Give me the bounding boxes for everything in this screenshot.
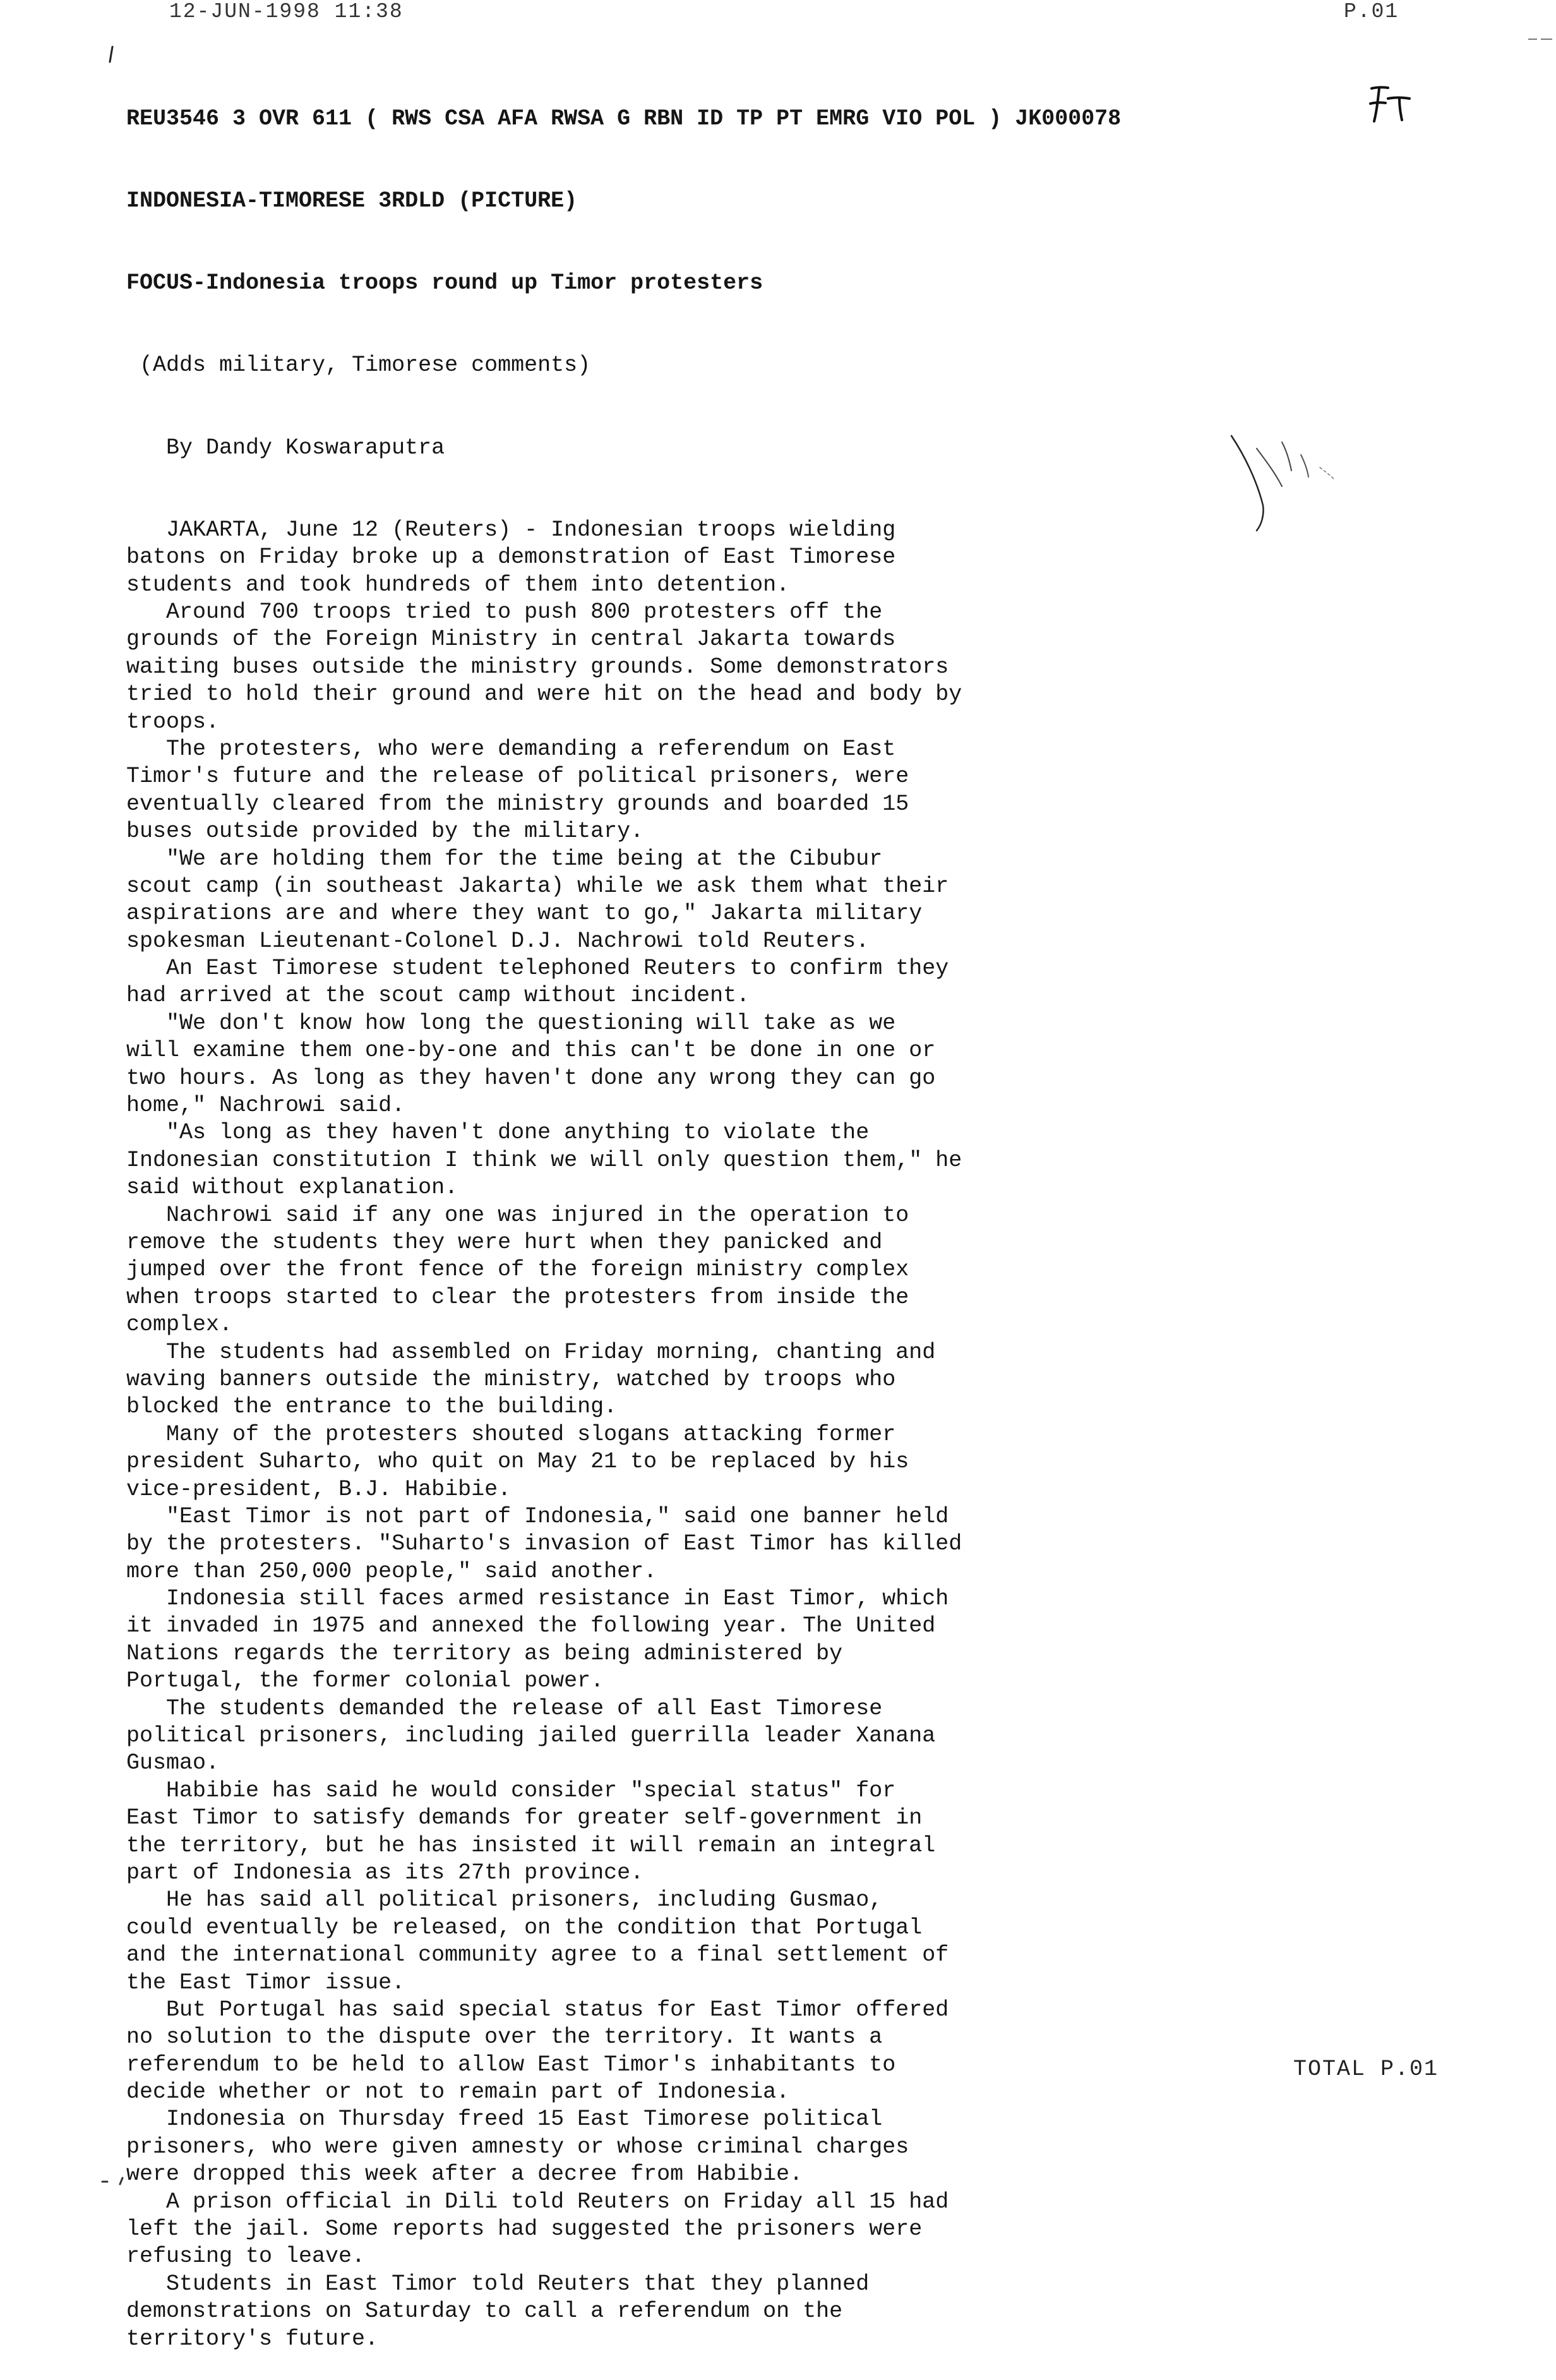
wire-story	[126, 51, 1122, 2380]
story-line: batons on Friday broke up a demonstration of East Timorese	[126, 544, 896, 570]
story-line: jumped over the front fence of the foreign ministry complex	[126, 1257, 909, 1283]
story-line: A prison official in Dili told Reuters on Friday all 15 had	[126, 2189, 949, 2215]
story-line: part of Indonesia as its 27th province.	[126, 1860, 644, 1885]
story-line: demonstrations on Saturday to call a referendum on the	[126, 2299, 843, 2324]
story-line: Around 700 troops tried to push 800 protesters off the	[126, 599, 883, 625]
story-line: buses outside provided by the military.	[126, 819, 644, 844]
story-line: aspirations are and where they want to go," Jakarta military	[126, 901, 923, 927]
story-line: "East Timor is not part of Indonesia," said one banner held	[126, 1503, 949, 1529]
story-line: Portugal, the former colonial power.	[126, 1668, 604, 1694]
story-line: president Suharto, who quit on May 21 to be replaced by his	[126, 1449, 909, 1475]
story-line: blocked the entrance to the building.	[126, 1394, 618, 1420]
story-line: "We don't know how long the questioning will take as we	[126, 1010, 896, 1036]
handwritten-et-annotation	[1358, 75, 1415, 131]
story-line: and the international community agree to a final settlement of	[126, 1942, 949, 1968]
story-line: Indonesian constitution I think we will only question them," he	[126, 1147, 962, 1173]
story-line: the territory, but he has insisted it will remain an integral	[126, 1832, 936, 1858]
edge-dash-mark	[1528, 38, 1553, 40]
story-line: the East Timor issue.	[126, 1969, 405, 1995]
stray-pen-mark	[107, 45, 115, 64]
story-line: He has said all political prisoners, including Gusmao,	[126, 1887, 883, 1913]
story-byline: By Dandy Koswaraputra	[126, 435, 445, 460]
story-line: will examine them one-by-one and this can't be done in one or	[126, 1038, 936, 1064]
story-line: eventually cleared from the ministry grounds and boarded 15	[126, 791, 909, 817]
margin-scribble	[1219, 430, 1364, 537]
story-headline: FOCUS-Indonesia troops round up Timor protesters	[126, 270, 763, 296]
story-line: But Portugal has said special status for East Timor offered	[126, 1997, 949, 2022]
story-line: waving banners outside the ministry, watched by troops who	[126, 1366, 896, 1392]
story-line: it invaded in 1975 and annexed the following year. The United	[126, 1613, 936, 1639]
fax-total-pages: TOTAL P.01	[1293, 2057, 1439, 2082]
story-line: Students in East Timor told Reuters that they planned	[126, 2271, 870, 2297]
story-line: referendum to be held to allow East Timor's inhabitants to	[126, 2052, 896, 2077]
story-line: The students had assembled on Friday morning, chanting and	[126, 1339, 936, 1365]
story-line: refusing to leave.	[126, 2244, 366, 2269]
story-line: complex.	[126, 1312, 233, 1338]
story-line: by the protesters. "Suharto's invasion of East Timor has killed	[126, 1531, 962, 1557]
story-line: troops.	[126, 709, 220, 735]
story-line: Nachrowi said if any one was injured in the operation to	[126, 1202, 909, 1228]
wire-keyword: INDONESIA-TIMORESE 3RDLD (PICTURE)	[126, 188, 578, 214]
story-line: left the jail. Some reports had suggested the prisoners were	[126, 2216, 923, 2242]
story-line: territory's future.	[126, 2326, 379, 2352]
story-line: East Timor to satisfy demands for greater self-government in	[126, 1805, 923, 1831]
story-line: Many of the protesters shouted slogans attacking former	[126, 1421, 896, 1447]
story-line: said without explanation.	[126, 1175, 458, 1201]
fax-header	[0, 0, 1556, 32]
story-line: tried to hold their ground and were hit on the head and body by	[126, 682, 962, 707]
story-line: Indonesia on Thursday freed 15 East Timorese political	[126, 2107, 883, 2132]
story-line: waiting buses outside the ministry grounds. Some demonstrators	[126, 654, 949, 680]
story-line: "We are holding them for the time being at the Cibubur	[126, 846, 883, 872]
story-line: Indonesia still faces armed resistance in East Timor, which	[126, 1586, 949, 1612]
story-body	[126, 517, 1111, 2353]
story-line: vice-president, B.J. Habibie.	[126, 1476, 512, 1502]
story-line: two hours. As long as they haven't done any wrong they can go	[126, 1065, 936, 1091]
story-line: Nations regards the territory as being administered by	[126, 1640, 843, 1666]
story-line: "As long as they haven't done anything to violate the	[126, 1120, 870, 1146]
story-line: political prisoners, including jailed guerrilla leader Xanana	[126, 1723, 936, 1749]
story-line: had arrived at the scout camp without incident.	[126, 983, 750, 1009]
story-line: Timor's future and the release of political prisoners, were	[126, 764, 909, 790]
story-line: remove the students they were hurt when they panicked and	[126, 1229, 883, 1255]
bottom-pen-mark	[101, 2174, 133, 2187]
fax-timestamp: 12-JUN-1998 11:38	[169, 0, 404, 23]
story-line: no solution to the dispute over the territory. It wants a	[126, 2024, 883, 2050]
story-line: grounds of the Foreign Ministry in central Jakarta towards	[126, 627, 896, 652]
story-line: more than 250,000 people," said another.	[126, 1558, 657, 1584]
story-line: Habibie has said he would consider "special status" for	[126, 1777, 896, 1803]
story-line: students and took hundreds of them into detention.	[126, 572, 790, 598]
fax-page-number: P.01	[1344, 0, 1399, 23]
story-line: decide whether or not to remain part of Indonesia.	[126, 2079, 790, 2105]
story-line: when troops started to clear the protesters from inside the	[126, 1284, 909, 1310]
story-line: scout camp (in southeast Jakarta) while we ask them what their	[126, 873, 949, 899]
story-line: spokesman Lieutenant-Colonel D.J. Nachrowi told Reuters.	[126, 928, 870, 954]
story-line: could eventually be released, on the condition that Portugal	[126, 1914, 923, 1940]
story-line: The protesters, who were demanding a referendum on East	[126, 736, 896, 762]
story-line: An East Timorese student telephoned Reuters to confirm they	[126, 956, 949, 982]
story-update-note: (Adds military, Timorese comments)	[126, 352, 591, 378]
story-line: home," Nachrowi said.	[126, 1093, 405, 1119]
story-line: Gusmao.	[126, 1750, 220, 1776]
story-line: JAKARTA, June 12 (Reuters) - Indonesian troops wielding	[126, 517, 896, 543]
story-line: were dropped this week after a decree from Habibie.	[126, 2161, 803, 2187]
story-line: prisoners, who were given amnesty or whose criminal charges	[126, 2134, 909, 2160]
wire-slug: REU3546 3 OVR 611 ( RWS CSA AFA RWSA G RBN ID TP PT EMRG VIO POL ) JK000078	[126, 105, 1122, 131]
story-line: The students demanded the release of all East Timorese	[126, 1695, 883, 1721]
